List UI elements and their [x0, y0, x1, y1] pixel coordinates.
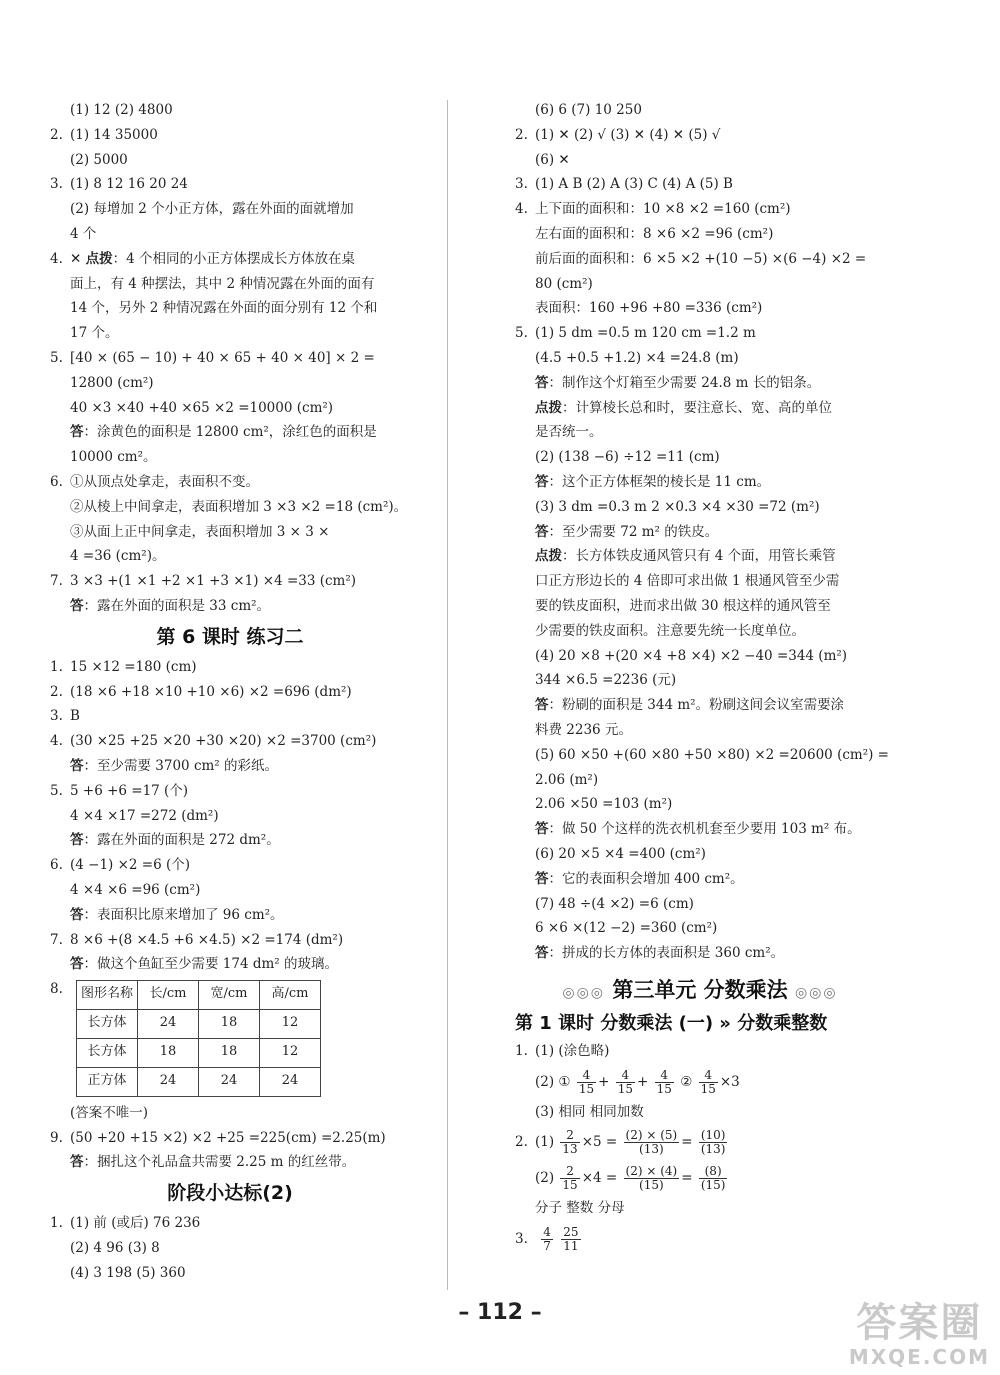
- table-header-cell: 长/cm: [138, 980, 199, 1009]
- answer-line: 4. ✕ 点拨：4 个相同的小正方体摆成长方体放在桌: [50, 250, 355, 267]
- fraction: $\frac{(10)}{(13)}$: [700, 1128, 726, 1157]
- answer-line: 答：露在外面的面积是 272 dm²。: [70, 832, 280, 849]
- answer-line: 4 ×4 ×6 =96 (cm²): [70, 881, 201, 898]
- answer-line: 少需要的铁皮面积。注意要先统一长度单位。: [535, 622, 805, 639]
- answer-line: 3. (1) 8 12 16 20 24: [50, 176, 188, 193]
- answer-line: 口正方形边长的 4 倍即可求出做 1 根通风管至少需: [535, 573, 840, 590]
- answer-line: 2. (1) $\frac{2}{13}$ ×5 = $\frac{(2) \times (5)}{(13)}$ = $\frac{(10)}{(13)}$: [515, 1128, 726, 1157]
- fraction: $\frac{2}{15}$: [562, 1164, 578, 1193]
- table-cell: 18: [199, 1038, 260, 1067]
- answer-line: 3. (1) A B (2) A (3) C (4) A (5) B: [515, 176, 733, 193]
- answer-line: 5. 5 +6 +6 =17 (个): [50, 782, 189, 799]
- lesson-heading: 第 6 课时 练习二: [156, 625, 304, 648]
- answer-line: 答：这个正方体框架的棱长是 11 cm。: [535, 473, 771, 490]
- answer-line: (4.5 +0.5 +1.2) ×4 =24.8 (m): [535, 349, 739, 366]
- answer-line: (2) (138 −6) ÷12 =11 (cm): [535, 449, 720, 466]
- answer-line: 7. 3 ×3 +(1 ×1 +2 ×1 +3 ×1) ×4 =33 (cm²): [50, 573, 357, 590]
- answer-line: 5. (1) 5 dm =0.5 m 120 cm =1.2 m: [515, 325, 756, 342]
- right-column: [515, 98, 889, 1257]
- answer-line: 料费 2236 元。: [535, 721, 632, 738]
- answer-line: 点拨：长方体铁皮通风管只有 4 个面，用管长乘管: [535, 548, 836, 565]
- answer-line: 40 ×3 ×40 +40 ×65 ×2 =10000 (cm²): [70, 399, 334, 416]
- answer-line: ③从面上正中间拿走，表面积增加 3 × 3 ×: [70, 523, 330, 540]
- answer-line: 要的铁皮面积，进而求出做 30 根这样的通风管至: [535, 597, 831, 614]
- answer-line: 17 个。: [70, 325, 119, 342]
- table-cell: 长方体: [77, 1038, 138, 1067]
- answer-line: 答：制作这个灯箱至少需要 24.8 m 长的铝条。: [535, 374, 821, 391]
- answer-line: 答：捆扎这个礼品盒共需要 2.25 m 的红丝带。: [70, 1154, 356, 1171]
- stage-heading: 阶段小达标(2): [167, 1182, 293, 1205]
- answer-line: 答：粉刷的面积是 344 m²。粉刷这间会议室需要涂: [535, 697, 845, 714]
- answer-line: 6. ①从顶点处拿走，表面积不变。: [50, 473, 259, 490]
- answer-line: (4) 3 198 (5) 360: [70, 1264, 186, 1281]
- table-row: [77, 1067, 321, 1096]
- answer-line: 答：至少需要 3700 cm² 的彩纸。: [70, 757, 279, 774]
- table-cell: 12: [260, 1038, 321, 1067]
- answer-line: 3. $\frac{4}{7}$ $\frac{25}{11}$: [515, 1225, 579, 1254]
- answer-line: (2) 5000: [70, 151, 128, 168]
- answer-line: (6) ✕: [535, 151, 570, 168]
- answer-line: (7) 48 ÷(4 ×2) =6 (cm): [535, 895, 694, 912]
- lesson-heading: 第 1 课时 分数乘法 (一) » 分数乘整数: [515, 1012, 828, 1034]
- answer-line: 答：涂黄色的面积是 12800 cm²，涂红色的面积是: [70, 424, 377, 441]
- answer-line: 分子 整数 分母: [535, 1200, 625, 1217]
- table-row: [77, 1038, 321, 1067]
- answer-line: 2. (18 ×6 +18 ×10 +10 ×6) ×2 =696 (dm²): [50, 683, 352, 700]
- answer-line: 答：它的表面积会增加 400 cm²。: [535, 870, 744, 887]
- answer-line: 面上，有 4 种摆法，其中 2 种情况露在外面的面有: [70, 275, 375, 292]
- answer-line: (4) 20 ×8 +(20 ×4 +8 ×4) ×2 −40 =344 (m²): [535, 647, 848, 664]
- table-row: [77, 1009, 321, 1038]
- answer-line: 点拨：计算棱长总和时，要注意长、宽、高的单位: [535, 399, 832, 416]
- column-divider: [447, 100, 448, 1290]
- fraction: $\frac{(8)}{(15)}$: [700, 1164, 726, 1193]
- answer-line: 2. (1) 14 35000: [50, 126, 158, 143]
- answer-line: (1) 12 (2) 4800: [70, 102, 173, 118]
- fraction: $\frac{25}{11}$: [563, 1225, 579, 1254]
- answer-line: 4 =36 (cm²)。: [70, 548, 166, 565]
- table-header-cell: 图形名称: [77, 980, 138, 1009]
- answer-line: 左右面的面积和：8 ×6 ×2 =96 (cm²): [535, 225, 774, 242]
- fraction: $\frac{2}{13}$: [562, 1128, 578, 1157]
- table-cell: 24: [138, 1009, 199, 1038]
- answer-line: (5) 60 ×50 +(60 ×80 +50 ×80) ×2 =20600 (cm²) =: [535, 746, 889, 763]
- answer-line: 表面积：160 +96 +80 =336 (cm²): [535, 300, 763, 317]
- answer-line: (3) 3 dm =0.3 m 2 ×0.3 ×4 ×30 =72 (m²): [535, 498, 820, 515]
- unit-heading: [515, 974, 885, 1009]
- watermark-text: 答案圈: [856, 1300, 983, 1346]
- table-cell: 24: [199, 1067, 260, 1096]
- answer-line: 12800 (cm²): [70, 374, 154, 391]
- fraction: $\frac{4}{7}$: [543, 1225, 551, 1254]
- table-cell: 24: [138, 1067, 199, 1096]
- answer-line: (2) 4 96 (3) 8: [70, 1240, 160, 1257]
- answer-line: 答：至少需要 72 m² 的铁皮。: [535, 523, 719, 540]
- table-cell: 24: [260, 1067, 321, 1096]
- left-column: [50, 98, 410, 1286]
- answer-line: (答案不唯一): [70, 1104, 149, 1121]
- unit-title: 第三单元 分数乘法: [612, 977, 788, 1002]
- table-header-cell: 宽/cm: [199, 980, 260, 1009]
- table-cell: 18: [138, 1038, 199, 1067]
- table-cell: 正方体: [77, 1067, 138, 1096]
- answer-line: (6) 20 ×5 ×4 =400 (cm²): [535, 845, 706, 862]
- decorative-dots-icon: ◎◎◎: [794, 984, 838, 1001]
- fraction: $\frac{4}{15}$: [617, 1067, 633, 1096]
- answer-line: 4 ×4 ×17 =272 (dm²): [70, 807, 219, 824]
- watermark-logo: [849, 1301, 990, 1369]
- answer-line: 答：拼成的长方体的表面积是 360 cm²。: [535, 945, 785, 962]
- answer-line: 前后面的面积和：6 ×5 ×2 +(10 −5) ×(6 −4) ×2 =: [535, 250, 867, 267]
- answer-line: 2.06 (m²): [535, 771, 599, 788]
- answer-line: ②从棱上中间拿走，表面积增加 3 ×3 ×2 =18 (cm²)。: [70, 498, 408, 515]
- fraction: $\frac{(2) \times (4)}{(15)}$: [625, 1164, 678, 1193]
- answer-line: 是否统一。: [535, 424, 603, 441]
- answer-line: 4. (30 ×25 +25 ×20 +30 ×20) ×2 =3700 (cm²): [50, 733, 377, 750]
- answer-line: 2. (1) ✕ (2) √ (3) ✕ (4) ✕ (5) √: [515, 126, 721, 143]
- answer-line: 5. [40 × (65 − 10) + 40 × 65 + 40 × 40] × 2 =: [50, 349, 375, 366]
- answer-line: 344 ×6.5 =2236 (元): [535, 672, 677, 689]
- watermark-url: MXQE.COM: [848, 1345, 990, 1369]
- answer-line: 2.06 ×50 =103 (m²): [535, 796, 673, 813]
- answer-line: 9. (50 +20 +15 ×2) ×2 +25 =225(cm) =2.25(m): [50, 1129, 386, 1146]
- answer-line: 答：做这个鱼缸至少需要 174 dm² 的玻璃。: [70, 956, 338, 973]
- answer-line: 7. 8 ×6 +(8 ×4.5 +6 ×4.5) ×2 =174 (dm²): [50, 931, 344, 948]
- table-header-cell: 高/cm: [260, 980, 321, 1009]
- decorative-dots-icon: ◎◎◎: [562, 984, 606, 1001]
- answer-line: 答：露在外面的面积是 33 cm²。: [70, 597, 271, 614]
- fraction: $\frac{4}{15}$: [656, 1067, 672, 1096]
- answer-line: 答：做 50 个这样的洗衣机机套至少要用 103 m² 布。: [535, 821, 861, 838]
- fraction: $\frac{(2) \times (5)}{(13)}$: [625, 1128, 678, 1157]
- answer-line: 4. 上下面的面积和：10 ×8 ×2 =160 (cm²): [515, 201, 791, 218]
- answer-line: (2) ① $\frac{4}{15}$ + $\frac{4}{15}$ + $\frac{4}{15}$ ② $\frac{4}{15}$ ×3: [535, 1067, 740, 1096]
- answer-line: 80 (cm²): [535, 275, 593, 292]
- answer-line: 8.: [50, 981, 63, 998]
- table-cell: 18: [199, 1009, 260, 1038]
- answer-line: 3. B: [50, 708, 80, 725]
- answer-line: 6 ×6 ×(12 −2) =360 (cm²): [535, 920, 718, 937]
- answer-line: (2) $\frac{2}{15}$ ×4 = $\frac{(2) \times (4)}{(15)}$ = $\frac{(8)}{(15)}$: [535, 1164, 726, 1193]
- answer-line: (2) 每增加 2 个小正方体，露在外面的面就增加: [70, 201, 354, 218]
- answer-line: 答：表面积比原来增加了 96 cm²。: [70, 906, 284, 923]
- answer-line: 10000 cm²。: [70, 449, 157, 466]
- answer-line: 1. (1) 前 (或后) 76 236: [50, 1215, 201, 1232]
- answer-line: 4 个: [70, 225, 97, 242]
- answer-line: (3) 相同 相同加数: [535, 1103, 644, 1120]
- table-cell: 长方体: [77, 1009, 138, 1038]
- page-number: – 112 –: [458, 1300, 542, 1325]
- answer-line: (6) 6 (7) 10 250: [535, 102, 642, 118]
- answer-line: 6. (4 −1) ×2 =6 (个): [50, 857, 191, 874]
- answer-line: 14 个，另外 2 种情况露在外面的面分别有 12 个和: [70, 300, 378, 317]
- answer-line: 1. 15 ×12 =180 (cm): [50, 658, 197, 675]
- fraction: $\frac{4}{15}$: [578, 1067, 595, 1096]
- table-cell: 12: [260, 1009, 321, 1038]
- fraction: $\frac{4}{15}$: [700, 1067, 716, 1096]
- answer-line: 1. (1) (涂色略): [515, 1042, 610, 1059]
